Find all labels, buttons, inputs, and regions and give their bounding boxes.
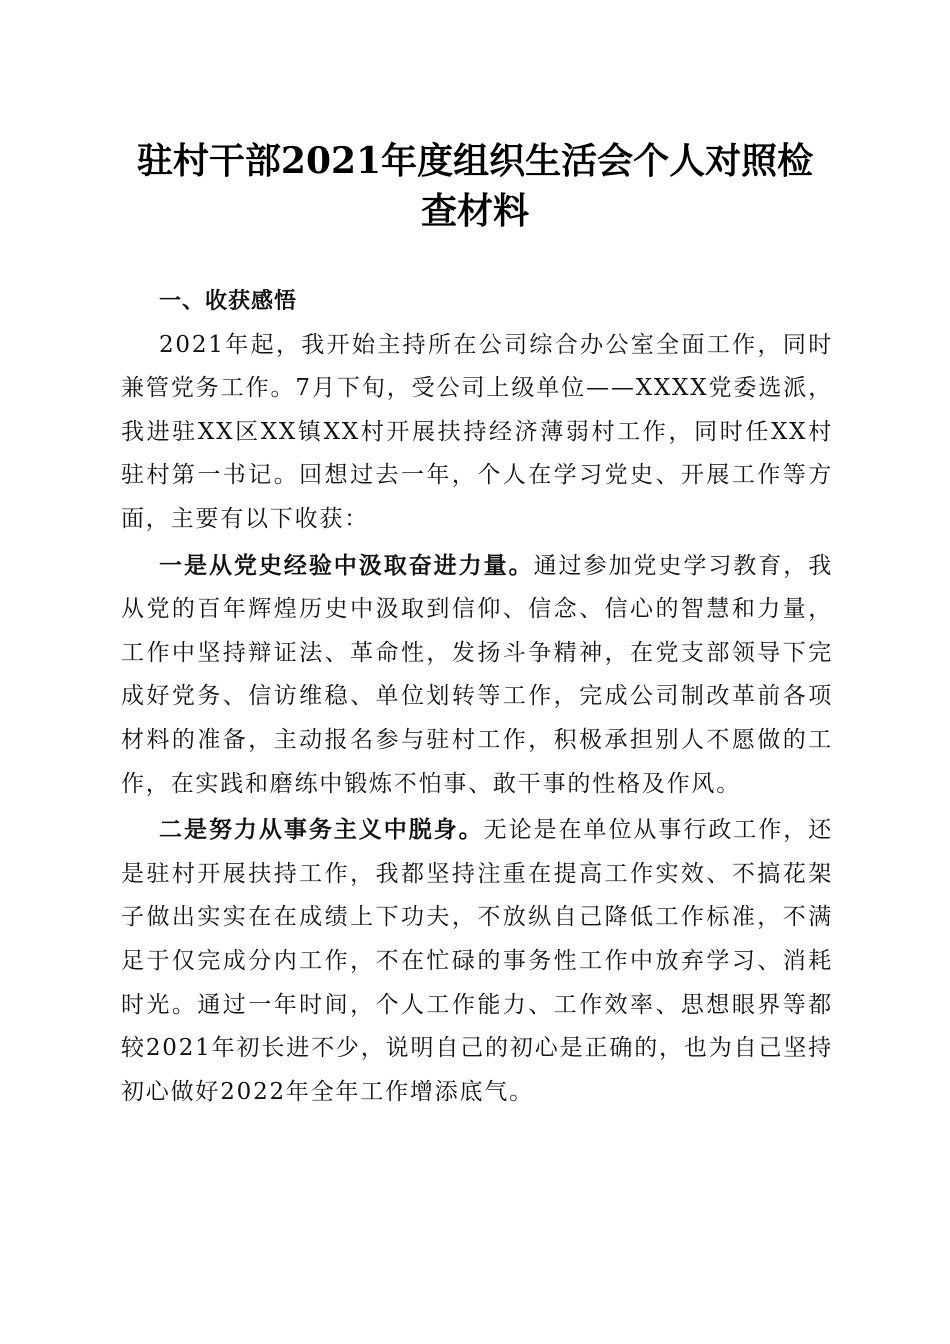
point-one-paragraph xyxy=(121,544,833,807)
intro-paragraph: 2021年起，我开始主持所在公司综合办公室全面工作，同时兼管党务工作。7月下旬，受公司上级单位——XXXX党委选派，我进驻XX区XX镇XX村开展扶持经济薄弱村工作，同时任XX村驻村第一书记。回想过去一年，个人在学习党史、开展工作等方面，主要有以下收获： xyxy=(121,331,833,532)
point-one-text: 通过参加党史学习教育，我从党的百年辉煌历史中汲取到信仰、信念、信心的智慧和力量，工作中坚持辩证法、革命性，发扬斗争精神，在党支部领导下完成好党务、信访维稳、单位划转等工作，完成公司制改革前各项材料的准备，主动报名参与驻村工作，积极承担别人不愿做的工作，在实践和磨练中锻炼不怕事、敢干事的性格及作风。 xyxy=(121,552,834,797)
document-body xyxy=(121,280,833,1116)
point-two-text: 无论是在单位从事行政工作，还是驻村开展扶持工作，我都坚持注重在提高工作实效、不搞花架子做出实实在在成绩上下功夫，不放纵自己降低工作标准，不满足于仅完成分内工作，不在忙碌的事务性工作中放弃学习、消耗时光。通过一年时间，个人工作能力、工作效率、思想眼界等都较2021年初长进不少，说明自己的初心是正确的，也为自己坚持初心做好2022年全年工作增添底气。 xyxy=(121,817,834,1105)
document-title: 驻村干部2021年度组织生活会个人对照检查材料 xyxy=(136,140,814,232)
section-heading: 一、收获感悟 xyxy=(159,289,298,314)
point-one-lead: 一是从党史经验中汲取奋进力量。 xyxy=(159,551,534,579)
point-two-lead: 二是努力从事务主义中脱身。 xyxy=(159,816,484,844)
point-two-paragraph xyxy=(121,808,833,1114)
